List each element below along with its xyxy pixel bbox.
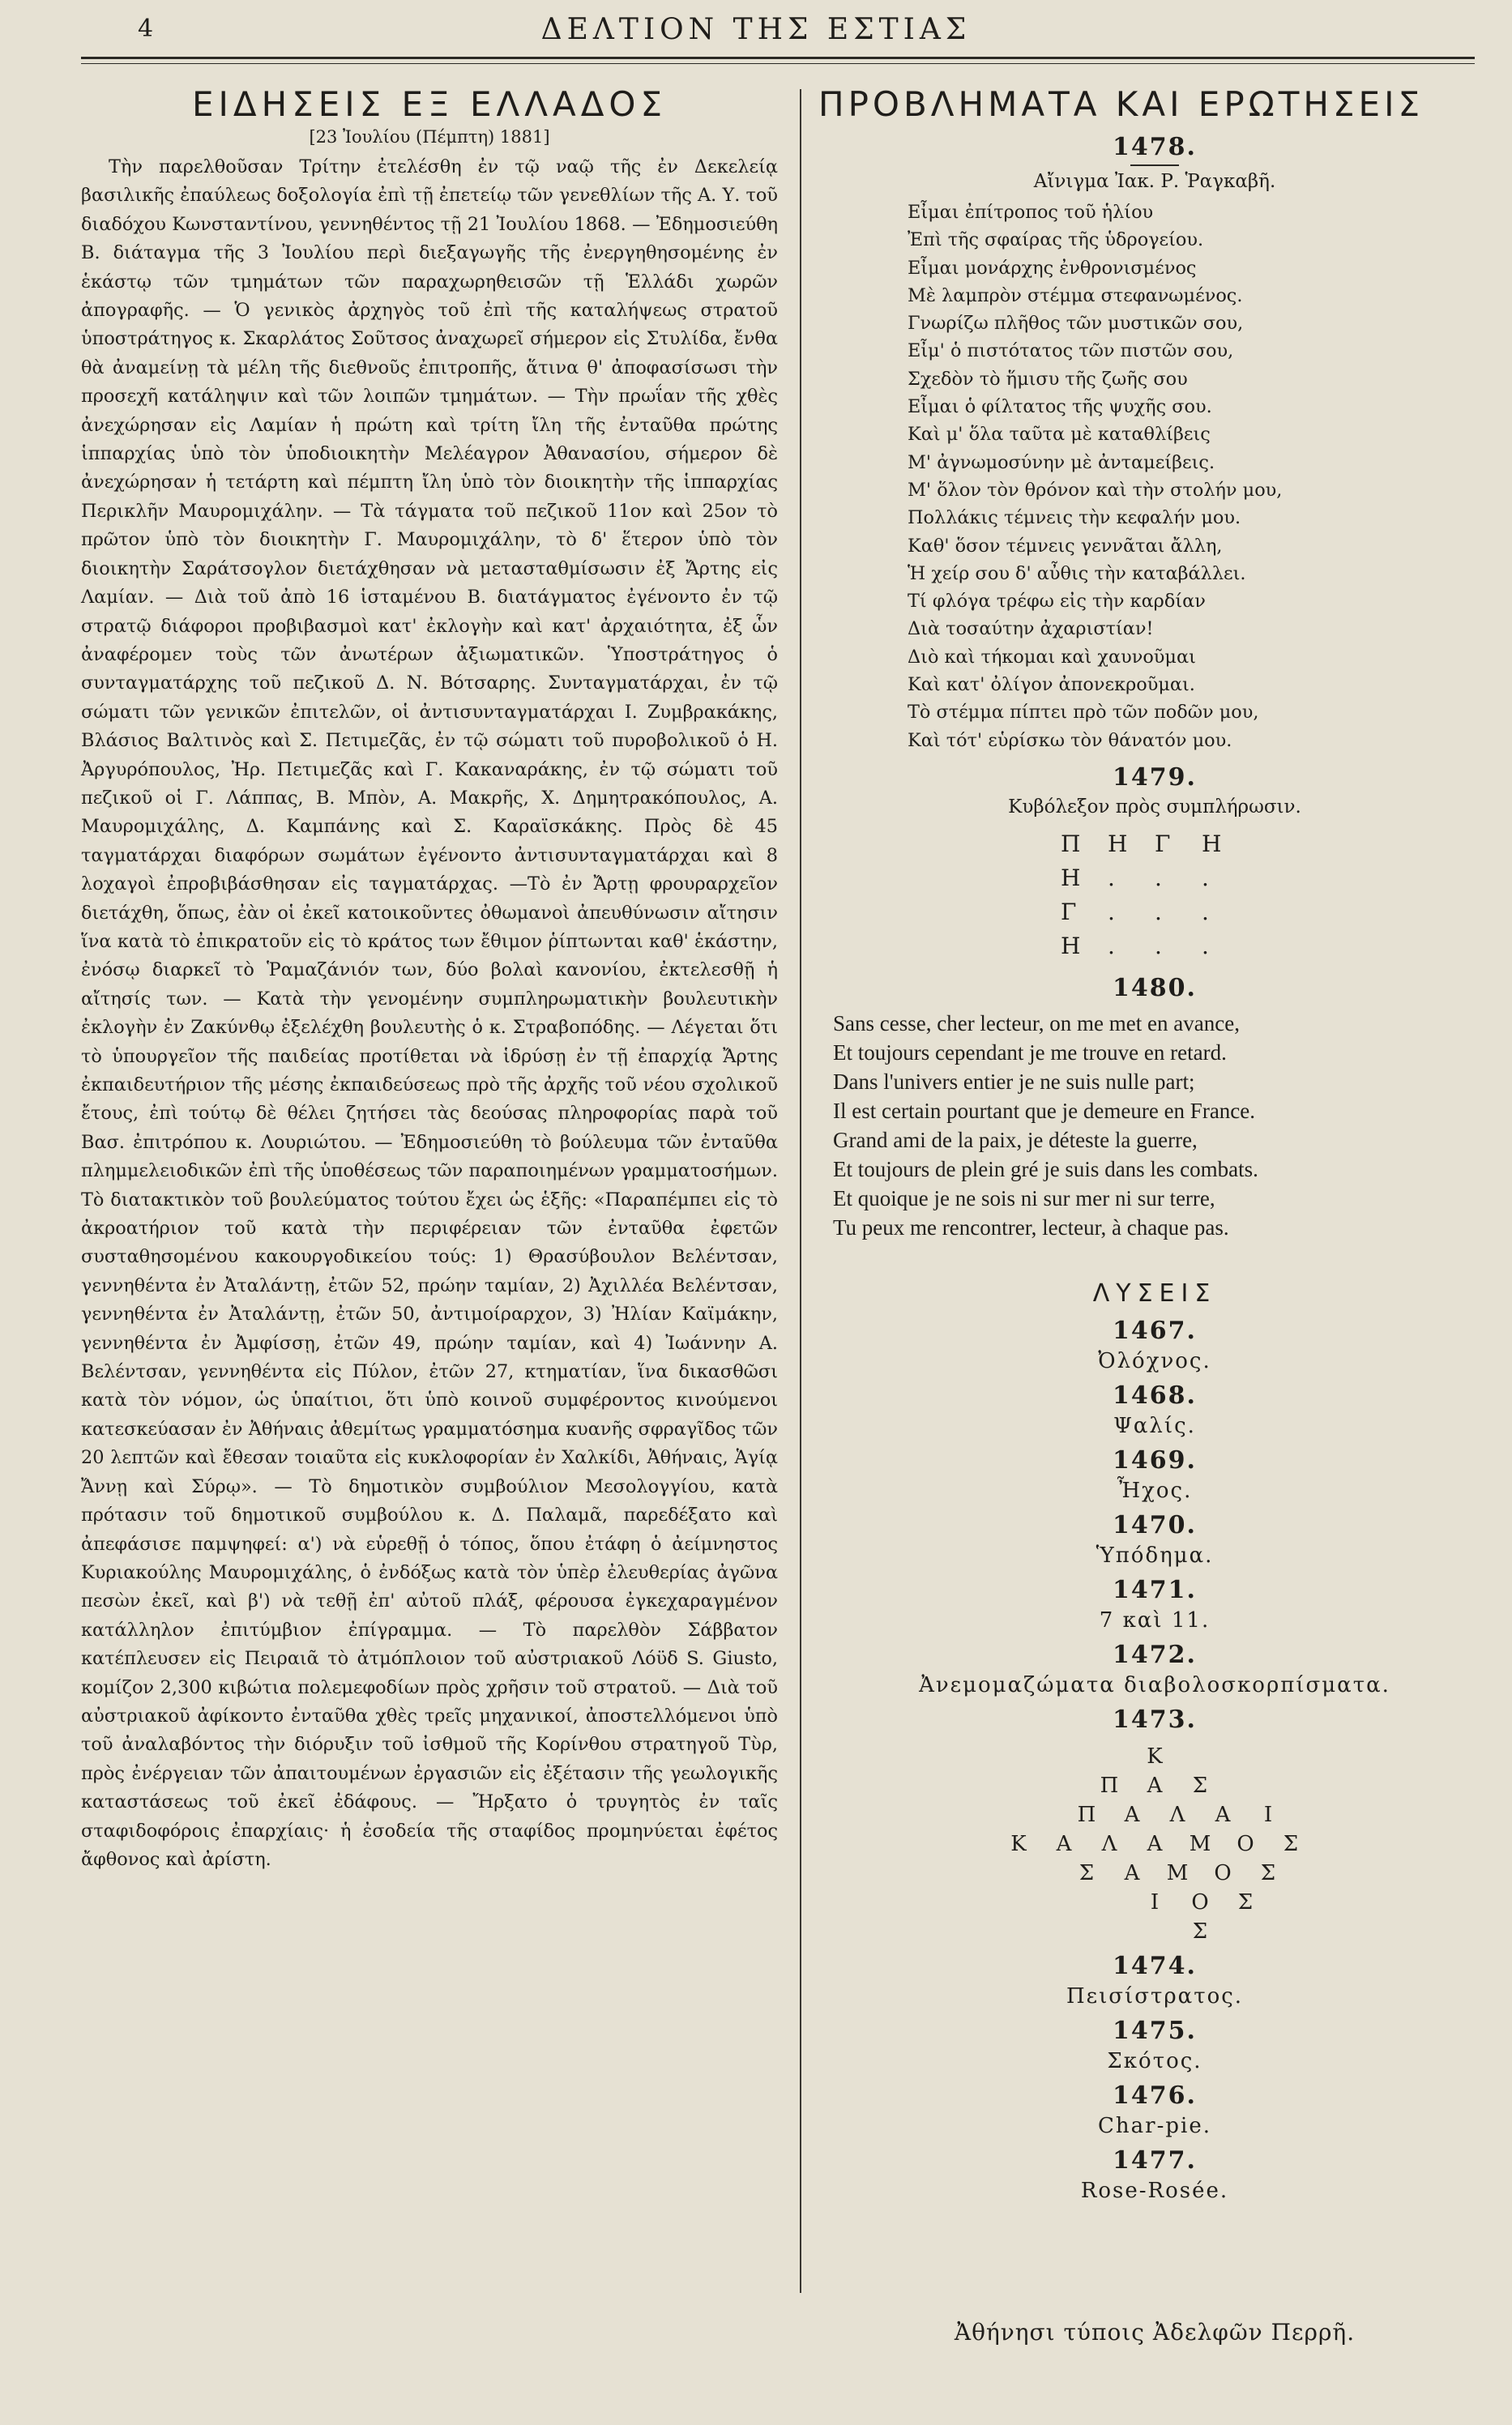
cross-cell: Α bbox=[1056, 1831, 1072, 1856]
solutions-list bbox=[818, 1316, 1491, 1700]
poem-line: Ἐπὶ τῆς σφαίρας τῆς ὑδρογείου. bbox=[908, 229, 1204, 251]
grid-cell: Η bbox=[1108, 830, 1128, 857]
cross-cell bbox=[1087, 1917, 1132, 1946]
cross-cell bbox=[1223, 1742, 1268, 1771]
cross-cell: Ο bbox=[1214, 1860, 1232, 1885]
cross-cell: Ο bbox=[1191, 1889, 1209, 1915]
poem-line: Μὲ λαμπρὸν στέμμα στεφανωμένος. bbox=[908, 284, 1243, 306]
cross-row bbox=[818, 1859, 1491, 1888]
solution-number: 1469. bbox=[1113, 1445, 1197, 1475]
poem-line: Et toujours cependant je me trouve en retard. bbox=[833, 1040, 1227, 1065]
masthead-rule bbox=[81, 57, 1475, 59]
page-number: 4 bbox=[138, 15, 154, 43]
poem-line: Πολλάκις τέμνεις τὴν κεφαλήν μου. bbox=[908, 507, 1241, 529]
cross-cell: Μ bbox=[1189, 1831, 1211, 1856]
cross-cell: Σ bbox=[1078, 1860, 1095, 1885]
solution-number: 1468. bbox=[1113, 1381, 1197, 1410]
cross-cell: Π bbox=[1077, 1802, 1096, 1827]
solution-answer: Ἦχος. bbox=[1117, 1478, 1193, 1503]
cross-cell: Κ bbox=[1147, 1744, 1163, 1769]
solution-number: 1476. bbox=[1113, 2081, 1197, 2110]
poem-line: Ἡ χείρ σου δ' αὖθις τὴν καταβάλλει. bbox=[908, 562, 1246, 584]
poem-line: Διὸ καὶ τήκομαι καὶ χαυνοῦμαι bbox=[908, 646, 1196, 668]
poem-line: Et toujours de plein gré je suis dans les combats. bbox=[833, 1156, 1258, 1181]
problems-column bbox=[818, 84, 1491, 2205]
cross-cell bbox=[1041, 1888, 1087, 1917]
poem-line: Διὰ τοσαύτην ἀχαριστίαν! bbox=[908, 618, 1154, 640]
cross-row bbox=[818, 1829, 1491, 1859]
cross-cell: Μ bbox=[1166, 1860, 1189, 1885]
problem-title: Αἴνιγμα Ἰακ. Ρ. Ῥαγκαβῆ. bbox=[1033, 171, 1276, 192]
poem-line: Τί φλόγα τρέφω εἰς τὴν καρδίαν bbox=[908, 591, 1206, 613]
grid-cell: . bbox=[1108, 932, 1115, 959]
cross-cell: Α bbox=[1215, 1802, 1231, 1827]
cross-solution-grid bbox=[818, 1742, 1491, 1946]
grid-cell: Η bbox=[1061, 932, 1081, 959]
news-heading: ΕΙΔΗΣΕΙΣ ΕΞ ΕΛΛΑΔΟΣ bbox=[191, 84, 668, 124]
poem-line: Sans cesse, cher lecteur, on me met en avance, bbox=[833, 1010, 1240, 1035]
cross-cell: Λ bbox=[1169, 1802, 1185, 1827]
problem-number: 1479. bbox=[1113, 762, 1197, 792]
poem-line: Καὶ μ' ὅλα ταῦτα μὲ καταθλίβεις bbox=[908, 424, 1211, 446]
grid-row bbox=[818, 895, 1491, 929]
cross-cell: Σ bbox=[1283, 1831, 1299, 1856]
news-body: Τὴν παρελθοῦσαν Τρίτην ἐτελέσθη ἐν τῷ ναῷ τῆς ἐν Δεκελείᾳ βασιλικῆς ἐπαύλεως δοξολογία ἐπὶ τῇ ἐπετείῳ τῶν γενεθλίων τῆς Α. Υ. τοῦ διαδόχου Κωνσταντίνου, γεννηθέντος τῇ 21 Ἰουλίου 1868. — Ἐδημοσιεύθη Β. διάταγμα τῆς 3 Ἰουλίου περὶ διεξαγωγῆς τῆς ἐνεργηθησομένης ἐν ἑκάστῳ τῶν τμημάτων τῶν παραχωρηθεισῶν τῇ Ἑλλάδι χωρῶν ἀπογραφῆς. — Ὁ γενικὸς ἀρχηγὸς τοῦ ἐπὶ τῆς καταλήψεως στρατοῦ ὑποστράτηγος κ. Σκαρλάτος Σοῦτσος ἀναχωρεῖ σήμερον εἰς Στυλίδα, ἔνθα θὰ ἀναμείνῃ τὰ μέλη τῆς διεθνοῦς ἐπιτροπῆς, ἅτινα θ' ἀποφασίσωσι τὴν προσεχῆ κατάληψιν καὶ τῶν λοιπῶν τμημάτων. — Τὴν πρωΐαν τῆς χθὲς ἀνεχώρησαν εἰς Λαμίαν ἡ πρώτη καὶ τρίτη ἴλη τῆς ἐνταῦθα πρώτης ἱππαρχίας ὑπὸ τὸν ὑποδιοικητὴν Μελέαγρον Ἀθανασίου, σήμερον δὲ ἀνεχώρησαν ἡ τετάρτη καὶ πέμπτη ἴλη ὑπὸ τὸν διοικητὴν τῆς ἱππαρχίας Περικλῆν Μαυρομιχάλην. — Τὰ τάγματα τοῦ πεζικοῦ 11ον καὶ 25ον τὸ πρῶτον ὑπὸ τὸν διοικητὴν Γ. Μαυρομιχάλην, τὸ δ' ἕτερον ὑπὸ τὸν διοικητὴν Σαράτσογλον διετάχθησαν νὰ μετασταθμίσωσιν ἐξ Ἄρτης εἰς Λαμίαν. — Διὰ τοῦ ἀπὸ 16 ἱσταμένου Β. διατάγματος ἐγένοντο ἐν τῷ στρατῷ διάφοροι προβιβασμοὶ κατ' ἐκλογὴν καὶ κατ' ἀρχαιότητα, ἐξ ὧν ἀναφέρομεν τοὺς τῶν ἀνωτέρων ἀξιωματικῶν. Ὑποστράτηγος ὁ συνταγματάρχης τοῦ πεζικοῦ Δ. Ν. Βότσαρης. Συνταγματάρχαι, ἐν τῷ σώματι τῶν γενικῶν ἐπιτελῶν, οἱ ἀντισυνταγματάρχαι Ι. Ζυμβρακάκης, Βλάσιος Βαλτινὸς καὶ Σ. Πετιμεζᾶς, ἐν τῷ σώματι τοῦ πυροβολικοῦ ὁ Η. Ἀργυρόπουλος, Ἠρ. Πετιμεζᾶς καὶ Γ. Κακαναράκης, ἐν τῷ σώματι τοῦ πεζικοῦ οἱ Γ. Λάππας, Β. Μπὸν, Α. Μακρῆς, Χ. Δημητρακόπουλος, Α. Μαυρομιχάλης, Δ. Καμπάνης καὶ Σ. Καραϊσκάκης. Πρὸς δὲ 45 ταγματάρχαι διαφόρων σωμάτων ἐγένοντο ἀντισυνταγματάρχαι καὶ 8 λοχαγοὶ ἐπροβιβάσθησαν εἰς ταγματάρχας. —Τὸ ἐν Ἄρτῃ φρουραρχεῖον διετάχθη, ὅπως, ἐὰν οἱ ἐκεῖ κατοικοῦντες ὀθωμανοὶ ἀπευθύνωσιν αἴτησιν ἵνα κατὰ τὸ ἐπικρατοῦν εἰς τὸ κράτος των ἔθιμον ῥίπτωνται καθ' ἑκάστην, ἐνόσῳ διαρκεῖ τὸ Ῥαμαζάνιόν των, δύο βολαὶ κανονίου, ἐκτελεσθῇ ἡ αἴτησίς των. — Κατὰ τὴν γενομένην συμπληρωματικὴν βουλευτικὴν ἐκλογὴν ἐν Ζακύνθῳ ἐξελέχθη βουλευτὴς ὁ κ. Στραβοπόδης. — Λέγεται ὅτι τὸ ὑπουργεῖον τῆς παιδείας προτίθεται νὰ ἱδρύσῃ ἐν τῇ ἐπαρχίᾳ Ἄρτης ἐκπαιδευτήριον τῆς μέσης ἐκπαιδεύσεως πρὸ τῆς ἀρχῆς τοῦ νέου σχολικοῦ ἔτους, ἐπὶ τούτῳ δὲ θέλει ζητήσει τὰς δεούσας πληροφορίας παρὰ τοῦ Βασ. ἐπιτρόπου κ. Λουριώτου. — Ἐδημοσιεύθη τὸ βούλευμα τῶν ἐνταῦθα πλημμελειοδικῶν ἐπὶ τῆς ὑποθέσεως τῶν παραποιημένων γραμματοσήμων. Τὸ διατακτικὸν τοῦ βουλεύματος τούτου ἔχει ὡς ἑξῆς: «Παραπέμπει εἰς τὸ ἀκροατήριον τοῦ κατὰ τὴν περιφέρειαν τῶν ἐνταῦθα ἐφετῶν συσταθησομένου κακουργοδικείου τούς: 1) Θρασύβουλον Βελέντσαν, γεννηθέντα ἐν Ἀταλάντῃ, ἐτῶν 52, πρώην ταμίαν, 2) Ἀχιλλέα Βελέντσαν, γεννηθέντα ἐν Ἀταλάντῃ, ἐτῶν 50, ἀντιμοίραρχον, 3) Ἠλίαν Καϊμάκην, γεννηθέντα ἐν Ἀμφίσσῃ, ἐτῶν 49, πρώην ταμίαν, καὶ 4) Ἰωάννην Α. Βελέντσαν, γεννηθέντα εἰς Πύλον, ἐτῶν 27, κτηματίαν, ἵνα δικασθῶσι κατὰ τὸν νόμον, ὡς ὑπαίτιοι, ὅτι ὑπὸ κοινοῦ συμφέροντος κινούμενοι κατεσκεύασαν ἐν Ἀθήναις ἀθεμίτως γραμματόσημα κυανῆς σφραγῖδος τῶν 20 λεπτῶν καὶ ἔθεσαν τοιαῦτα εἰς κυκλοφορίαν ἐν Χαλκίδι, Ἀθήναις, Ἁγίᾳ Ἄννῃ καὶ Σύρῳ». — Τὸ δημοτικὸν συμβούλιον Μεσολογγίου, κατὰ πρότασιν τοῦ δημοτικοῦ συμβούλου κ. Δ. Παλαμᾶ, παρεδέξατο καὶ ἀπεφάσισε παμψηφεί: α') νὰ εὑρεθῇ ὁ τόπος, ὅπου ἐτάφη ὁ ἀείμνηστος Κυριακούλης Μαυρομιχάλης, ὁ ἐνδόξως κατὰ τὸν ὑπὲρ ἐλευθερίας ἀγῶνα πεσὼν ἐκεῖ, καὶ β') νὰ τεθῇ ἐπ' αὐτοῦ πλάξ, φέρουσα ἐγκεχαραγμένον κατάλληλον ἐπιτύμβιον ἐπίγραμμα. — Τὸ παρελθὸν Σάββατον κατέπλευσεν εἰς Πειραιᾶ τὸ ἀτμόπλοιον τοῦ αὐστριακοῦ Λόϋδ S. Giusto, κομίζον 2,300 κιβώτια πολεμεφοδίων πρὸς χρῆσιν τοῦ στρατοῦ. — Διὰ τοῦ αὐστριακοῦ ἀφίκοντο ἐνταῦθα χθὲς τρεῖς μηχανικοί, ἀποστελλόμενοι ὑπὸ τοῦ ἀναλαβόντος τὴν διόρυξιν τοῦ ἰσθμοῦ τῆς Κορίνθου στρατηγοῦ Τὺρ, πρὸς ἐνέργειαν τῶν ἀπαιτουμένων ἐργασιῶν εἰς ἐξέτασιν τῆς γεωλογικῆς καταστάσεως τοῦ ἐκεῖ ἐδάφους. — Ἤρξατο ὁ τρυγητὸς ἐν ταῖς σταφιδοφόροις ἐπαρχίαις· ἡ ἐσοδεία τῆς σταφίδος προμηνύεται ἐφέτος ἄφθονος καὶ ἀρίστη. bbox=[81, 156, 778, 1870]
solution-answer: Ψαλίς. bbox=[1113, 1413, 1196, 1438]
solution-number: 1473. bbox=[1113, 1705, 1197, 1734]
solution-number: 1467. bbox=[1113, 1316, 1197, 1345]
cross-cell bbox=[1087, 1742, 1132, 1771]
grid-cell: . bbox=[1202, 864, 1209, 891]
poem-line: Εἶμ' ὁ πιστότατος τῶν πιστῶν σου, bbox=[908, 340, 1234, 362]
cross-row bbox=[818, 1800, 1491, 1829]
word-square-grid bbox=[818, 827, 1491, 963]
news-date: [23 Ἰουλίου (Πέμπτη) 1881] bbox=[309, 127, 550, 147]
solution-number: 1475. bbox=[1113, 2016, 1197, 2045]
poem-line: Μ' ὅλον τὸν θρόνον καὶ τὴν στολήν μου, bbox=[908, 479, 1283, 501]
cross-cell: Α bbox=[1147, 1831, 1163, 1856]
cross-cell: Α bbox=[1147, 1773, 1163, 1798]
grid-cell: . bbox=[1108, 898, 1115, 925]
problems-heading: ΠΡΟΒΛΗΜΑΤΑ ΚΑΙ ΕΡΩΤΗΣΕΙΣ bbox=[818, 84, 1424, 124]
solution-answer: Πεισίστρατος. bbox=[1066, 1983, 1244, 2009]
solutions-heading: ΛΥΣΕΙΣ bbox=[1092, 1279, 1217, 1308]
news-column bbox=[81, 84, 778, 1874]
poem-line: Καὶ τότ' εὑρίσκω τὸν θάνατόν μου. bbox=[908, 729, 1232, 751]
grid-row bbox=[818, 929, 1491, 963]
cross-cell: Ο bbox=[1237, 1831, 1254, 1856]
cross-cell bbox=[1223, 1771, 1268, 1800]
poem-line: Καθ' ὅσον τέμνεις γεννᾶται ἄλλη, bbox=[908, 535, 1223, 557]
solution-number: 1474. bbox=[1113, 1951, 1197, 1980]
grid-cell: Η bbox=[1061, 864, 1081, 891]
grid-cell: . bbox=[1155, 864, 1162, 891]
imprint: Ἀθήνησι τύποις Ἀδελφῶν Περρῆ. bbox=[954, 2319, 1356, 2346]
grid-cell: . bbox=[1202, 932, 1209, 959]
cross-cell bbox=[1132, 1917, 1177, 1946]
solution-answer: 7 καὶ 11. bbox=[1099, 1607, 1211, 1633]
grid-cell: Η bbox=[1202, 830, 1222, 857]
problem-number: 1478. bbox=[1113, 133, 1197, 161]
cross-cell: Π bbox=[1100, 1773, 1119, 1798]
cross-cell: Σ bbox=[1192, 1919, 1208, 1944]
poem-line: Γνωρίζω πλῆθος τῶν μυστικῶν σου, bbox=[908, 313, 1244, 335]
poem-line: Σχεδὸν τὸ ἥμισυ τῆς ζωῆς σου bbox=[908, 368, 1188, 390]
grid-cell: Γ bbox=[1155, 830, 1171, 857]
cross-row bbox=[818, 1771, 1491, 1800]
poem-line: Εἶμαι ὁ φίλτατος τῆς ψυχῆς σου. bbox=[908, 396, 1212, 418]
masthead: ΔΕΛΤΙΟΝ ΤΗΣ ΕΣΤΙΑΣ bbox=[540, 13, 972, 46]
masthead-rule-thin bbox=[81, 63, 1475, 64]
problem-title: Κυβόλεξον πρὸς συμπλήρωσιν. bbox=[1008, 796, 1301, 818]
poem-line: Καὶ κατ' ὀλίγον ἀπονεκροῦμαι. bbox=[908, 674, 1195, 696]
poem-line: Dans l'univers entier je ne suis nulle part; bbox=[833, 1069, 1195, 1094]
cross-cell: Α bbox=[1124, 1802, 1140, 1827]
cross-cell: Σ bbox=[1237, 1889, 1254, 1915]
grid-cell: . bbox=[1155, 932, 1162, 959]
problem-number: 1480. bbox=[1113, 973, 1197, 1002]
solution-number: 1471. bbox=[1113, 1575, 1197, 1604]
cross-cell bbox=[1223, 1917, 1268, 1946]
cross-cell: Σ bbox=[1260, 1860, 1276, 1885]
grid-cell: Γ bbox=[1061, 898, 1077, 925]
solution-number: 1472. bbox=[1113, 1640, 1197, 1669]
riddle-poem bbox=[908, 199, 1491, 754]
cross-cell bbox=[1177, 1742, 1223, 1771]
poem-line: Et quoique je ne sois ni sur mer ni sur terre, bbox=[833, 1185, 1215, 1210]
cross-row bbox=[818, 1742, 1491, 1771]
poem-line: Il est certain pourtant que je demeure en France. bbox=[833, 1098, 1256, 1123]
solutions-list-2 bbox=[818, 1951, 1491, 2205]
grid-row bbox=[818, 827, 1491, 861]
cross-cell: Κ bbox=[1010, 1831, 1027, 1856]
poem-line: Grand ami de la paix, je déteste la guerre, bbox=[833, 1127, 1198, 1152]
cross-cell bbox=[1019, 1859, 1064, 1888]
cross-cell: Α bbox=[1124, 1860, 1140, 1885]
grid-cell: Π bbox=[1061, 830, 1081, 857]
separator bbox=[1130, 164, 1179, 166]
cross-cell: Ι bbox=[1263, 1802, 1273, 1827]
cross-cell bbox=[1019, 1800, 1064, 1829]
solution-number: 1477. bbox=[1113, 2145, 1197, 2175]
solution-answer: Σκότος. bbox=[1107, 2048, 1202, 2073]
french-riddle bbox=[833, 1009, 1491, 1242]
cross-cell: Λ bbox=[1101, 1831, 1117, 1856]
cross-row bbox=[818, 1888, 1491, 1917]
cross-row bbox=[818, 1917, 1491, 1946]
cross-cell: Σ bbox=[1192, 1773, 1208, 1798]
cross-cell: Ι bbox=[1150, 1889, 1160, 1915]
grid-cell: . bbox=[1108, 864, 1115, 891]
poem-line: Μ' ἀγνωμοσύνην μὲ ἀνταμείβεις. bbox=[908, 451, 1215, 473]
grid-cell: . bbox=[1155, 898, 1162, 925]
column-divider bbox=[800, 89, 801, 2293]
solution-answer: Rose-Rosée. bbox=[1080, 2178, 1229, 2203]
solution-answer: Char-pie. bbox=[1098, 2113, 1211, 2138]
solution-answer: Ὑπόδημα. bbox=[1096, 1543, 1214, 1568]
cross-cell bbox=[1087, 1888, 1132, 1917]
grid-cell: . bbox=[1202, 898, 1209, 925]
cross-cell bbox=[1041, 1742, 1087, 1771]
poem-line: Τὸ στέμμα πίπτει πρὸ τῶν ποδῶν μου, bbox=[908, 702, 1259, 724]
solution-answer: Ὀλόχνος. bbox=[1098, 1348, 1211, 1373]
poem-line: Tu peux me rencontrer, lecteur, à chaque pas. bbox=[833, 1215, 1229, 1240]
solution-number: 1470. bbox=[1113, 1510, 1197, 1539]
grid-row bbox=[818, 861, 1491, 895]
cross-cell bbox=[1041, 1771, 1087, 1800]
poem-line: Εἶμαι μονάρχης ἐνθρονισμένος bbox=[908, 257, 1197, 279]
cross-cell bbox=[1041, 1917, 1087, 1946]
solution-answer: Ἀνεμομαζώματα διαβολοσκορπίσματα. bbox=[919, 1672, 1390, 1697]
poem-line: Εἶμαι ἐπίτροπος τοῦ ἡλίου bbox=[908, 202, 1154, 223]
